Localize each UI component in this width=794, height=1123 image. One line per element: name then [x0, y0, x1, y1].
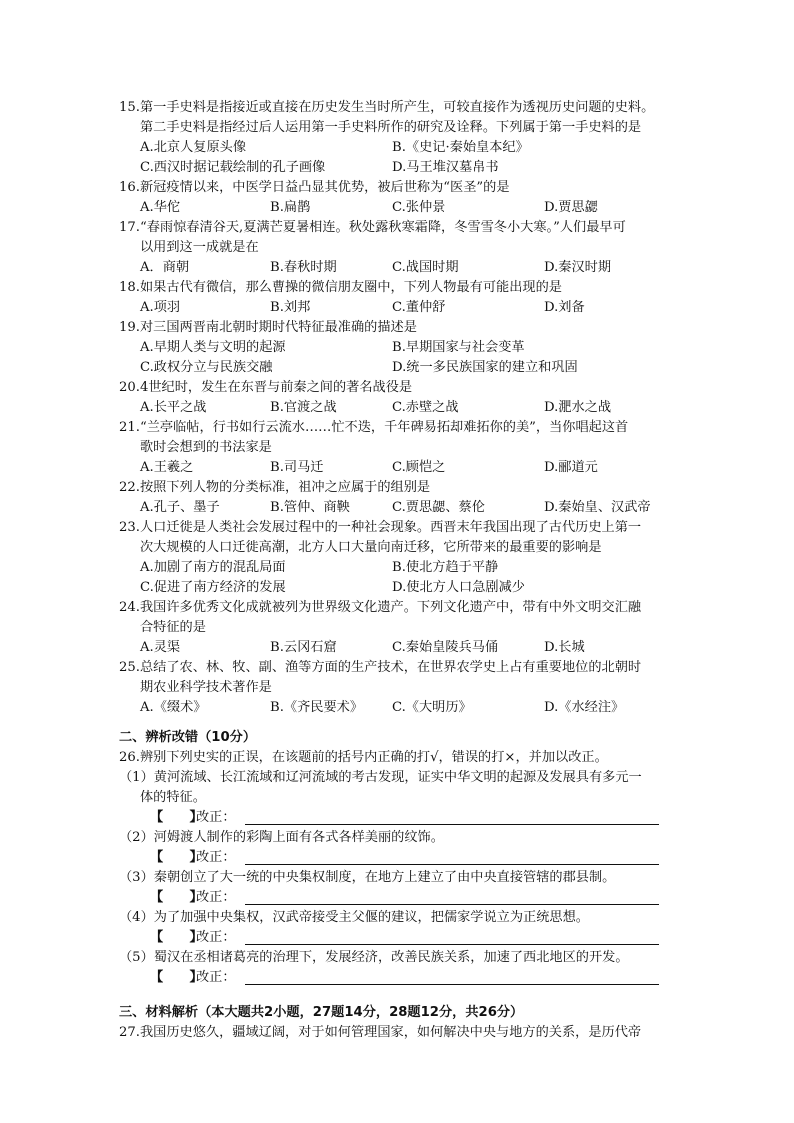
- q19-option-b: B.早期国家与社会变革: [392, 340, 525, 355]
- q16-option-c: C.张仲景: [392, 200, 446, 215]
- q26-item-1-answer-line[interactable]: [245, 824, 659, 825]
- q22-option-c: C.贾思勰、蔡伦: [392, 500, 485, 515]
- q19-option-a: A.早期人类与文明的起源: [140, 340, 286, 355]
- q25-option-c: C.《大明历》: [392, 700, 472, 715]
- q26-item-1-text-cont: 体的特征。: [140, 790, 206, 805]
- section-2-title: 二、辨析改错（10分）: [119, 730, 257, 745]
- q23-stem: 23.人口迁徙是人类社会发展过程中的一种社会现象。西晋末年我国出现了古代历史上第一: [119, 520, 642, 535]
- q26-item-5-answer-line[interactable]: [245, 984, 659, 985]
- q26-item-3-answer: [150, 888, 236, 908]
- q26-item-5-text: （5）蜀汉在丞相诸葛亮的治理下，发展经济，改善民族关系，加速了西北地区的开发。: [119, 950, 629, 965]
- answer-bracket[interactable]: 【 】: [150, 810, 203, 825]
- q20-option-d: D.淝水之战: [544, 400, 612, 415]
- q15-stem: 15.第一手史料是指接近或直接在历史发生当时所产生，可较直接作为透视历史问题的史料。: [119, 100, 655, 115]
- q19-option-d: D.统一多民族国家的建立和巩固: [392, 360, 578, 375]
- q25-stem-cont: 期农业科学技术著作是: [140, 680, 272, 695]
- q26-item-3-answer-line[interactable]: [245, 904, 659, 905]
- q20-stem: 20.4世纪时，发生在东晋与前秦之间的著名战役是: [119, 380, 413, 395]
- q26-item-1-text: （1）黄河流域、长江流域和辽河流域的考古发现，证实中华文明的起源及发展具有多元一: [119, 770, 642, 785]
- q27-stem: 27.我国历史悠久，疆域辽阔，对于如何管理国家，如何解决中央与地方的关系，是历代帝: [119, 1025, 642, 1040]
- q21-option-a: A.王羲之: [140, 460, 194, 475]
- answer-bracket[interactable]: 【 】: [150, 850, 203, 865]
- q21-option-d: D.郦道元: [544, 460, 598, 475]
- q17-stem: 17.“春雨惊春清谷天,夏满芒夏暑相连。秋处露秋寒霜降，冬雪雪冬小大寒。”人们最早可: [119, 220, 626, 235]
- q23-option-d: D.使北方人口急剧减少: [392, 580, 525, 595]
- q24-option-a: A.灵渠: [140, 640, 181, 655]
- q18-stem: 18.如果古代有微信，那么曹操的微信朋友圈中，下列人物最有可能出现的是: [119, 280, 562, 295]
- fix-label: 改正：: [196, 890, 236, 905]
- q24-option-b: B.云冈石窟: [270, 640, 337, 655]
- q16-option-d: D.贾思勰: [544, 200, 598, 215]
- q20-option-b: B.官渡之战: [270, 400, 337, 415]
- q25-option-a: A.《缀术》: [140, 700, 207, 715]
- answer-bracket[interactable]: 【 】: [150, 930, 203, 945]
- q15-option-a: A.北京人复原头像: [140, 140, 247, 155]
- q21-stem: 21.“兰亭临帖，行书如行云流水……忙不迭，千年碑易拓却难拓你的美”，当你唱起这首: [119, 420, 629, 435]
- q21-option-c: C.顾恺之: [392, 460, 446, 475]
- q23-option-a: A.加剧了南方的混乱局面: [140, 560, 286, 575]
- q20-option-c: C.赤壁之战: [392, 400, 459, 415]
- q23-option-c: C.促进了南方经济的发展: [140, 580, 286, 595]
- q22-option-d: D.秦始皇、汉武帝: [544, 500, 651, 515]
- q15-option-c: C.西汉时据记载绘制的孔子画像: [140, 160, 326, 175]
- q17-option-c: C.战国时期: [392, 260, 459, 275]
- q24-option-c: C.秦始皇陵兵马俑: [392, 640, 499, 655]
- q26-item-4-answer: [150, 928, 236, 948]
- q26-item-4-text: （4）为了加强中央集权，汉武帝接受主父偃的建议，把儒家学说立为正统思想。: [119, 910, 589, 925]
- q17-option-b: B.春秋时期: [270, 260, 337, 275]
- q25-option-d: D.《水经注》: [544, 700, 625, 715]
- q17-stem-cont: 以用到这一成就是在: [140, 240, 259, 255]
- q15-option-d: D.马王堆汉墓帛书: [392, 160, 499, 175]
- q15-stem-cont: 第二手史料是指经过后人运用第一手史料所作的研究及诠释。下列属于第一手史料的是: [140, 120, 642, 135]
- q26-item-3-text: （3）秦朝创立了大一统的中央集权制度，在地方上建立了由中央直接管辖的郡县制。: [119, 870, 616, 885]
- q22-option-b: B.管仲、商鞅: [270, 500, 350, 515]
- q26-item-2-answer: [150, 848, 236, 868]
- q16-stem: 16.新冠疫情以来，中医学日益凸显其优势，被后世称为“医圣”的是: [119, 180, 510, 195]
- q16-option-b: B.扁鹊: [270, 200, 311, 215]
- q17-option-d: D.秦汉时期: [544, 260, 612, 275]
- fix-label: 改正：: [196, 810, 236, 825]
- q23-stem-cont: 次大规模的人口迁徙高潮，北方人口大量向南迁移，它所带来的最重要的影响是: [140, 540, 602, 555]
- q19-stem: 19.对三国两晋南北朝时期时代特征最准确的描述是: [119, 320, 417, 335]
- q24-option-d: D.长城: [544, 640, 585, 655]
- q24-stem-cont: 合特征的是: [140, 620, 206, 635]
- answer-bracket[interactable]: 【 】: [150, 970, 203, 985]
- q26-instruction: 26.辨别下列史实的正误，在该题前的括号内正确的打√，错误的打×，并加以改正。: [119, 750, 608, 765]
- q21-option-b: B.司马迁: [270, 460, 324, 475]
- fix-label: 改正：: [196, 850, 236, 865]
- q25-option-b: B.《齐民要术》: [270, 700, 364, 715]
- section-3-title: 三、材料解析（本大题共2小题，27题14分，28题12分，共26分）: [119, 1005, 524, 1020]
- q26-item-5-answer: [150, 968, 236, 988]
- q24-stem: 24.我国许多优秀文化成就被列为世界级文化遗产。下列文化遗产中，带有中外文明交汇融: [119, 600, 642, 615]
- fix-label: 改正：: [196, 930, 236, 945]
- q26-item-1-answer: [150, 808, 236, 828]
- q26-item-2-text: （2）河姆渡人制作的彩陶上面有各式各样美丽的纹饰。: [119, 830, 444, 845]
- q17-option-a: A．商朝: [140, 260, 190, 275]
- q21-stem-cont: 歌时会想到的书法家是: [140, 440, 272, 455]
- q26-item-4-answer-line[interactable]: [245, 944, 659, 945]
- q23-option-b: B.使北方趋于平静: [392, 560, 499, 575]
- q26-item-2-answer-line[interactable]: [245, 864, 659, 865]
- q18-option-b: B.刘邦: [270, 300, 311, 315]
- q18-option-a: A.项羽: [140, 300, 181, 315]
- q25-stem: 25.总结了农、林、牧、副、渔等方面的生产技术，在世界农学史上占有重要地位的北朝时: [119, 660, 642, 675]
- q19-option-c: C.政权分立与民族交融: [140, 360, 273, 375]
- q20-option-a: A.长平之战: [140, 400, 207, 415]
- q22-stem: 22.按照下列人物的分类标准，祖冲之应属于的组别是: [119, 480, 431, 495]
- q16-option-a: A.华佗: [140, 200, 181, 215]
- answer-bracket[interactable]: 【 】: [150, 890, 203, 905]
- q15-option-b: B.《史记·秦始皇本纪》: [392, 140, 529, 155]
- fix-label: 改正：: [196, 970, 236, 985]
- q22-option-a: A.孔子、墨子: [140, 500, 220, 515]
- q18-option-c: C.董仲舒: [392, 300, 446, 315]
- q18-option-d: D.刘备: [544, 300, 585, 315]
